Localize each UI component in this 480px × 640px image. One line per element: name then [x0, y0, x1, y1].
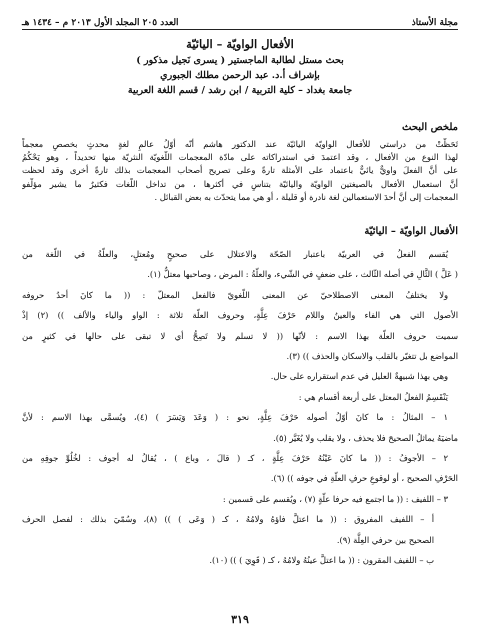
running-header — [22, 14, 458, 30]
article-subtitle: بحث مستل لطالبة الماجستير ( يسرى نَجيل مذكور ) — [136, 55, 344, 66]
abstract-heading: ملخص البحث — [402, 122, 458, 133]
body-line: يُقسم الفعلُ في العربيّة باعتبار الصّحّة والاعتلال على صحيحٍ ومُعتلٍ، والعلّةُ في اللّغة من — [22, 249, 448, 259]
body-line: ب – اللفيف المقرون : (( ما اعتلَّ عينُهُ ولامُهُ ، كـ ( قَوِيَ ) )) (١٠). — [209, 555, 434, 566]
affiliation-line: جامعة بغداد – كلية التربية / ابن رشد / قسم اللغة العربية — [127, 85, 353, 96]
article-title: الأفعال الواويّة – اليائيّة — [186, 37, 294, 51]
body-line: ولا يختلفُ المعنى الاصطلاحيّ عن المعنى اللّغويّ فالفعل المعتلّ : (( ما كانَ أحدُ حروفه — [22, 289, 448, 300]
body-line: الأصول التي هي الفاء والعينُ واللام حَرْفَ عِلَّةٍ، وحروف العلّة ثلاثة : الواو والياء والألف )) (٢) إذْ — [22, 310, 458, 321]
body-line: سميت حروف العلّة بهذا الاسم : لأنّها (( لا تسلم ولا تَصِحُّ أي لا تبقى على حالها في كثيرٍ من — [22, 330, 458, 341]
body-line: ( عَلَّ ) الثَّالِ في أصله الثّالث ، على ضعفٍ في الشّيء، والعلّةُ : المرض ، وصاحبها معتلٌّ (١). — [147, 269, 458, 280]
body-line: ٣ – اللفيف : (( ما اجتمع فيه حرفا علّةٍ (٧) ، ويُقسم على قسمين : — [222, 493, 448, 504]
journal-name: مجلة الأستاذ — [411, 18, 458, 28]
abstract-line: المعجمات إلى أنَّ أحدَ الاستعمالين لغة نادرة أو قليلة ، أو هي مما يتحدّث به بعض القبائل . — [154, 191, 458, 202]
body-line: وهي بهذا شبيهةٌ العليل في عدم استقراره على حال. — [270, 371, 448, 382]
abstract-line: تَحَظَّتْ من دراستي للأفعال الواويّة اليائيّة عند الدكتور هاشم أنّه أوّلُ عالمٍ لغةٍ محدثٍ بخصصٍ معجماً — [22, 139, 458, 149]
abstract-line: لهذا النوع من الأفعال ، وقد اعتمدَ في استدراكاته على مادّة المعجمات اللّغويّة النثريّة منها تحديداً ، وهو يَحْكُمُ — [22, 152, 458, 163]
abstract-line: على أنَّ الفعلَ واويٌّ يائيٌّ باعتماد على الأمثلة تارةً وعلى تصريح أصحاب المعجمات بذلك تارةً أخرى وقد لحظت — [22, 165, 458, 176]
supervisor-line: بإشراف أ.د. عبد الرحمن مطلك الجبوري — [160, 70, 320, 81]
body-line: أ – اللفيف المفروق : (( ما اعتلَّ فاؤهُ ولامُهُ ، كـ ( وَعَى ) )) (٨)، وسُمّيَ بذلك : لفصل الحرف — [22, 514, 435, 525]
body-line: ١ – المثالُ : ما كانَ أوّلُ أصوله حَرْفَ عِلَّةٍ، نحو : ( وَعَدَ وَيَسَرَ ) (٤)، ويُسمَّى بهذا الاسم : لأنَّ — [22, 412, 448, 423]
body-heading: الأفعال الواويّة – اليائيّة — [364, 226, 458, 237]
body-line: الصحيح بين حرفي العِلَّة (٩). — [336, 534, 434, 545]
abstract-paragraph — [22, 138, 458, 204]
body-line: الحَرْفِ الصحيح ، أو لوقوعِ حرفِ العلّةِ في جوفه )) (٦). — [270, 473, 458, 484]
body-line: يَنْقَسِمُ الفعلُ المعتل على أربعة أقسام هي : — [298, 391, 448, 402]
abstract-line: أنَّ استعمال الأفعال بالصيغتين الواويّة واليائيّة بتناسٍ في أكثرها ، من تداخل اللّغات فكثيرٌ ما يشير مؤلّفو — [22, 178, 458, 189]
title-block — [22, 36, 458, 98]
body-text — [22, 244, 458, 571]
body-line: ٢ – الأجوفُ : (( ما كانَ عَيْنُهُ حَرْفَ عِلَّةٍ ، كـ ( قالَ ، وباع ) ، يُقالُ له أجوف : لخُلُوِّ جوفِهِ من — [22, 453, 448, 464]
issue-info: العدد ٢٠٥ المجلد الأول ٢٠١٣ م – ١٤٣٤ هـ — [22, 18, 179, 28]
body-line: المواضع بل تتغيّر بالقلب والاسكان والحذف )) (٣). — [286, 351, 458, 362]
body-line: ماضيَهُ يماثلُ الصحيحَ فلا يحذف ، ولا يقلب ولا يُغَيَّر (٥). — [273, 432, 458, 443]
page-number: ٣١٩ — [231, 613, 249, 626]
